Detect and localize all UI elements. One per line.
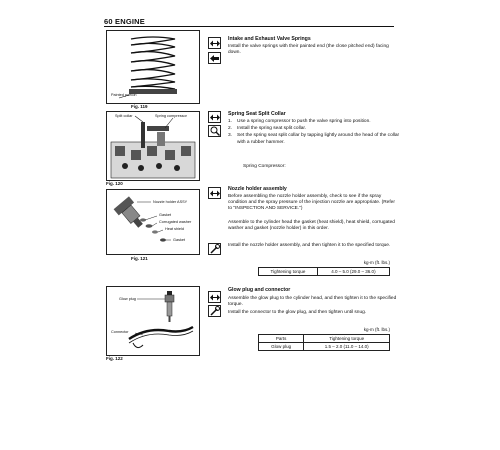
nozzle-torque-unit: kg-m (ft. lbs.): [363, 260, 390, 265]
label-painted-portion: Painted portion: [111, 93, 137, 97]
assembly-arrows-icon: [208, 111, 221, 123]
section-title-nozzle-holder: Nozzle holder assembly: [228, 186, 287, 192]
col-header-parts: Parts: [259, 335, 304, 343]
glow-paragraph-2: Install the connector to the glow plug, and then tighten until snug.: [228, 310, 367, 315]
parts-cell: Glow plug: [259, 343, 304, 351]
torque-value-cell: 1.5 – 2.0 (11.0 – 14.0): [304, 343, 390, 351]
figure-nozzle-holder: [106, 189, 200, 255]
torque-wrench-icon: [208, 305, 221, 317]
section-title-glow-plug: Glow plug and connector: [228, 287, 291, 293]
step-2: 2. Install the spring seat split collar.: [228, 126, 307, 132]
col-header-torque: Tightening torque: [304, 335, 390, 343]
fig-122-caption: Fig. 122: [106, 356, 123, 361]
torque-wrench-icon: [208, 243, 221, 255]
figure-glow-plug: [106, 286, 200, 356]
table-row: [259, 343, 390, 351]
label-glow-plug: Glow plug: [119, 297, 136, 301]
label-corrugated-washer: Corrugated washer: [159, 220, 192, 224]
glow-torque-table: [258, 334, 390, 351]
step-1: 1. Use a spring compressor to push the valve spring into position.: [228, 119, 371, 124]
steps-split-collar: [228, 119, 400, 146]
header-rule: [104, 26, 394, 27]
page-header: 60 ENGINE: [104, 17, 145, 26]
glow-paragraph-1: Assemble the glow plug to the cylinder head, and then tighten it to the specified torque.: [228, 296, 397, 308]
nozzle-paragraph-3: Install the nozzle holder assembly, and then tighten it to the specified torque.: [228, 243, 391, 248]
table-row: [259, 268, 390, 276]
section-title-split-collar: Spring Seat Split Collar: [228, 111, 286, 117]
step-3: 3. Set the spring seat split collar by tapping lightly around the head of the collar with a rubber hammer.: [228, 133, 400, 145]
split-collar-illustration: [107, 112, 199, 180]
fig-121-caption: Fig. 121: [131, 256, 148, 261]
glow-torque-unit: kg-m (ft. lbs.): [363, 327, 390, 332]
torque-value-cell: 4.0 – 5.0 (29.0 – 36.0): [317, 268, 389, 276]
label-connector: Connector: [111, 330, 129, 334]
label-gasket-2: Gasket: [173, 238, 186, 242]
section-title-valve-springs: Intake and Exhaust Valve Springs: [228, 36, 311, 42]
figure-valve-spring: [106, 30, 200, 104]
install-arrow-icon: [208, 52, 221, 64]
tool-spring-compressor: Spring Compressor:: [243, 164, 286, 169]
torque-label-cell: Tightening torque: [259, 268, 318, 276]
label-nozzle-holder-assy: Nozzle holder ASSY: [153, 200, 188, 204]
label-heat-shield: Heat shield: [165, 227, 184, 231]
assembly-arrows-icon: [208, 291, 221, 303]
special-tool-icon: [208, 125, 221, 137]
label-split-collar: Split collar: [115, 114, 133, 118]
section-text-valve-springs: Install the valve springs with their painted end (the close pitched end) facing down.: [228, 44, 389, 56]
nozzle-torque-table: [258, 267, 390, 276]
label-gasket-1: Gasket: [159, 213, 172, 217]
fig-120-caption: Fig. 120: [106, 181, 123, 186]
table-header-row: [259, 335, 390, 343]
figure-split-collar: [106, 111, 200, 181]
label-spring-compressor: Spring compressor: [155, 114, 187, 118]
fig-119-caption: Fig. 119: [131, 104, 148, 109]
assembly-arrows-icon: [208, 37, 221, 49]
nozzle-paragraph-2: Assemble to the cylinder head the gasket (heat shield), heat shield, corrugated washer and gasket (nozzle holder) in this order.: [228, 220, 395, 232]
nozzle-paragraph-1: Before assembling the nozzle holder assembly, check to see if the spray condition and the spray pressure of the injection nozzle are appropriate. (Refer to "INSPECTION AND SERVICE."): [228, 194, 395, 212]
assembly-arrows-icon: [208, 187, 221, 199]
